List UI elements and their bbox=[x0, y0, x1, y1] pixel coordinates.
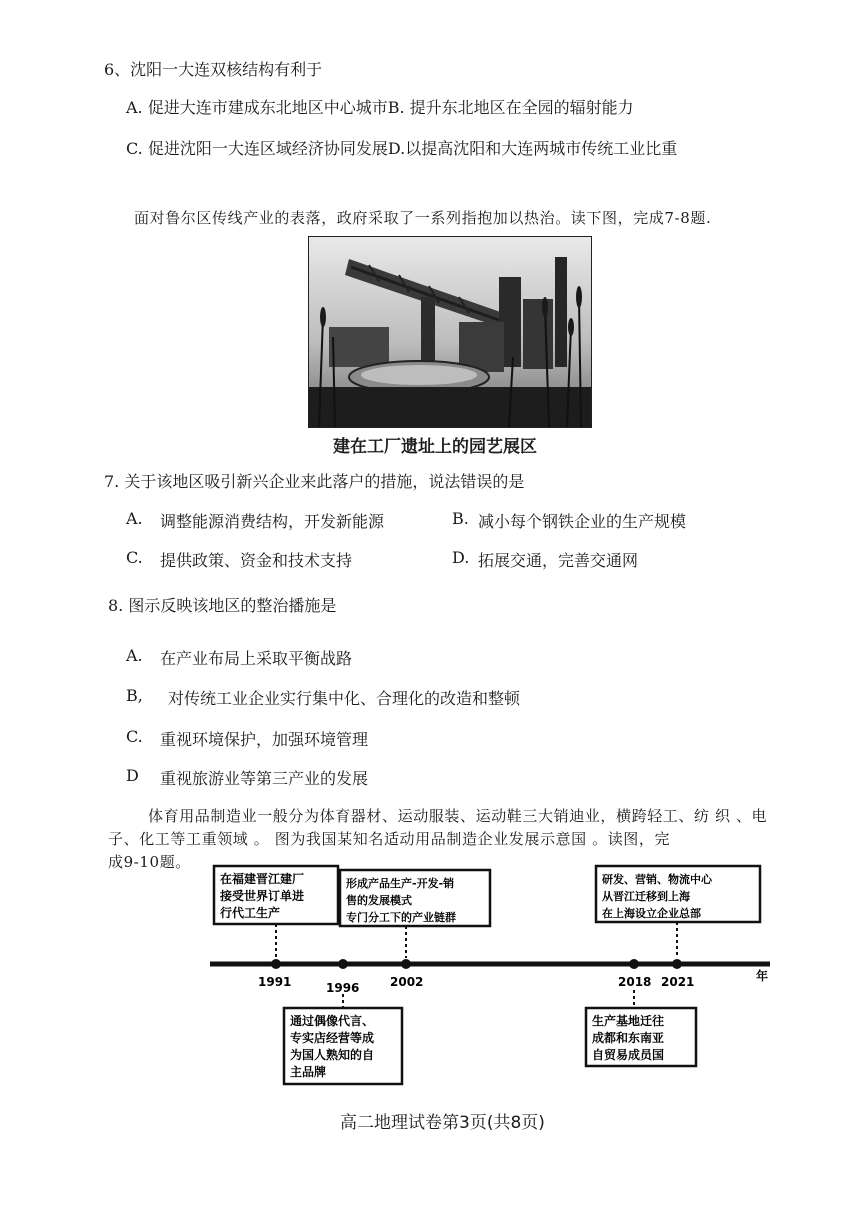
event-1996-line1: 通过偶像代言、 bbox=[290, 1014, 375, 1028]
q7-stem: 7. 关于该地区吸引新兴企业来此落户的措施，说法错误的是 bbox=[104, 472, 525, 491]
q8-option-d-key: D bbox=[126, 766, 139, 785]
event-2018-line1: 生产基地迁往 bbox=[592, 1014, 665, 1028]
intro-9-10-line3: 成9-10题。 bbox=[108, 853, 191, 871]
event-2018-line2: 成都和东南亚 bbox=[592, 1031, 665, 1045]
year-label-2002: 2002 bbox=[390, 975, 424, 989]
q7-option-c-key: C. bbox=[126, 548, 143, 567]
q7-option-a-key: A. bbox=[126, 509, 143, 528]
q6-options-ab: A. 促进大连市建成东北地区中心城市B. 提升东北地区在全园的辐射能力 bbox=[126, 98, 634, 117]
year-label-2018: 2018 bbox=[618, 975, 652, 989]
q7-option-d-key: D. bbox=[452, 548, 470, 567]
q6-stem: 6、沈阳一大连双核结构有利于 bbox=[104, 60, 323, 79]
q8-option-b: 对传统工业企业实行集中化、合理化的改造和整顿 bbox=[168, 689, 521, 708]
year-marker-1991 bbox=[271, 959, 281, 969]
q7-option-b-key: B. bbox=[452, 509, 469, 528]
event-1996-line4: 主品牌 bbox=[290, 1065, 327, 1079]
intro-7-8: 面对鲁尔区传线产业的表落，政府采取了一系列指抱加以热治。读下图，完成7-8题. bbox=[134, 209, 712, 227]
event-2021-line2: 从晋江迁移到上海 bbox=[602, 890, 690, 903]
year-marker-2018 bbox=[629, 959, 639, 969]
q7-option-b: 减小每个钢铁企业的生产规模 bbox=[478, 512, 687, 531]
event-2018-line3: 自贸易成员国 bbox=[592, 1048, 665, 1062]
year-label-2021: 2021 bbox=[661, 975, 695, 989]
event-1991-line2: 接受世界订单进 bbox=[220, 889, 305, 903]
event-1991-line3: 行代工生产 bbox=[220, 906, 281, 920]
company-development-timeline bbox=[200, 860, 780, 1090]
q7-option-c: 提供政策、资金和技术支持 bbox=[160, 551, 353, 570]
intro-9-10-line2: 子、化工等工重领域 。 图为我国某知名适动用品制造企业发展示意国 。读图，完 bbox=[108, 830, 671, 848]
year-marker-2002 bbox=[401, 959, 411, 969]
event-2021-line3: 在上海设立企业总部 bbox=[602, 907, 701, 920]
q8-option-b-key: B, bbox=[126, 686, 143, 705]
axis-unit-label: 年 bbox=[756, 969, 769, 983]
event-2021-line1: 研发、营销、物流中心 bbox=[602, 873, 712, 886]
year-label-1991: 1991 bbox=[258, 975, 292, 989]
q8-option-c-key: C. bbox=[126, 727, 143, 746]
event-1996-line3: 为国人熟知的自 bbox=[290, 1048, 375, 1062]
q6-options-cd: C. 促进沈阳一大连区域经济协同发展D.以提高沈阳和大连两城市传统工业比重 bbox=[126, 139, 678, 158]
industrial-ruins-image bbox=[309, 237, 591, 427]
q8-option-d: 重视旅游业等第三产业的发展 bbox=[160, 769, 369, 788]
q7-option-d: 拓展交通，完善交通网 bbox=[478, 551, 639, 570]
page-footer: 高二地理试卷第3页(共8页) bbox=[340, 1113, 545, 1133]
q8-option-c: 重视环境保护，加强环境管理 bbox=[160, 730, 369, 749]
intro-9-10-line1: 体育用品制造业一般分为体育器材、运动服装、运动鞋三大销迪业，横跨轻工、纺 织 、电 bbox=[148, 807, 768, 825]
q8-option-a-key: A. bbox=[126, 646, 143, 665]
q7-option-a: 调整能源消费结构，开发新能源 bbox=[160, 512, 385, 531]
q8-stem: 8. 图示反映该地区的整治播施是 bbox=[108, 596, 337, 615]
event-2002-line3: 专门分工下的产业链群 bbox=[346, 911, 456, 924]
q8-option-a: 在产业布局上采取平衡战路 bbox=[160, 649, 353, 668]
year-label-1996: 1996 bbox=[326, 981, 360, 995]
year-marker-1996 bbox=[338, 959, 348, 969]
factory-garden-photo bbox=[308, 236, 592, 428]
event-2002-line1: 形成产品生产-开发-销 bbox=[346, 877, 455, 890]
event-1991-line1: 在福建晋江建厂 bbox=[220, 872, 305, 886]
photo-caption: 建在工厂遗址上的园艺展区 bbox=[333, 437, 537, 457]
year-marker-2021 bbox=[672, 959, 682, 969]
event-1996-line2: 专实店经营等成 bbox=[290, 1031, 375, 1045]
event-2002-line2: 售的发展模式 bbox=[346, 894, 412, 907]
